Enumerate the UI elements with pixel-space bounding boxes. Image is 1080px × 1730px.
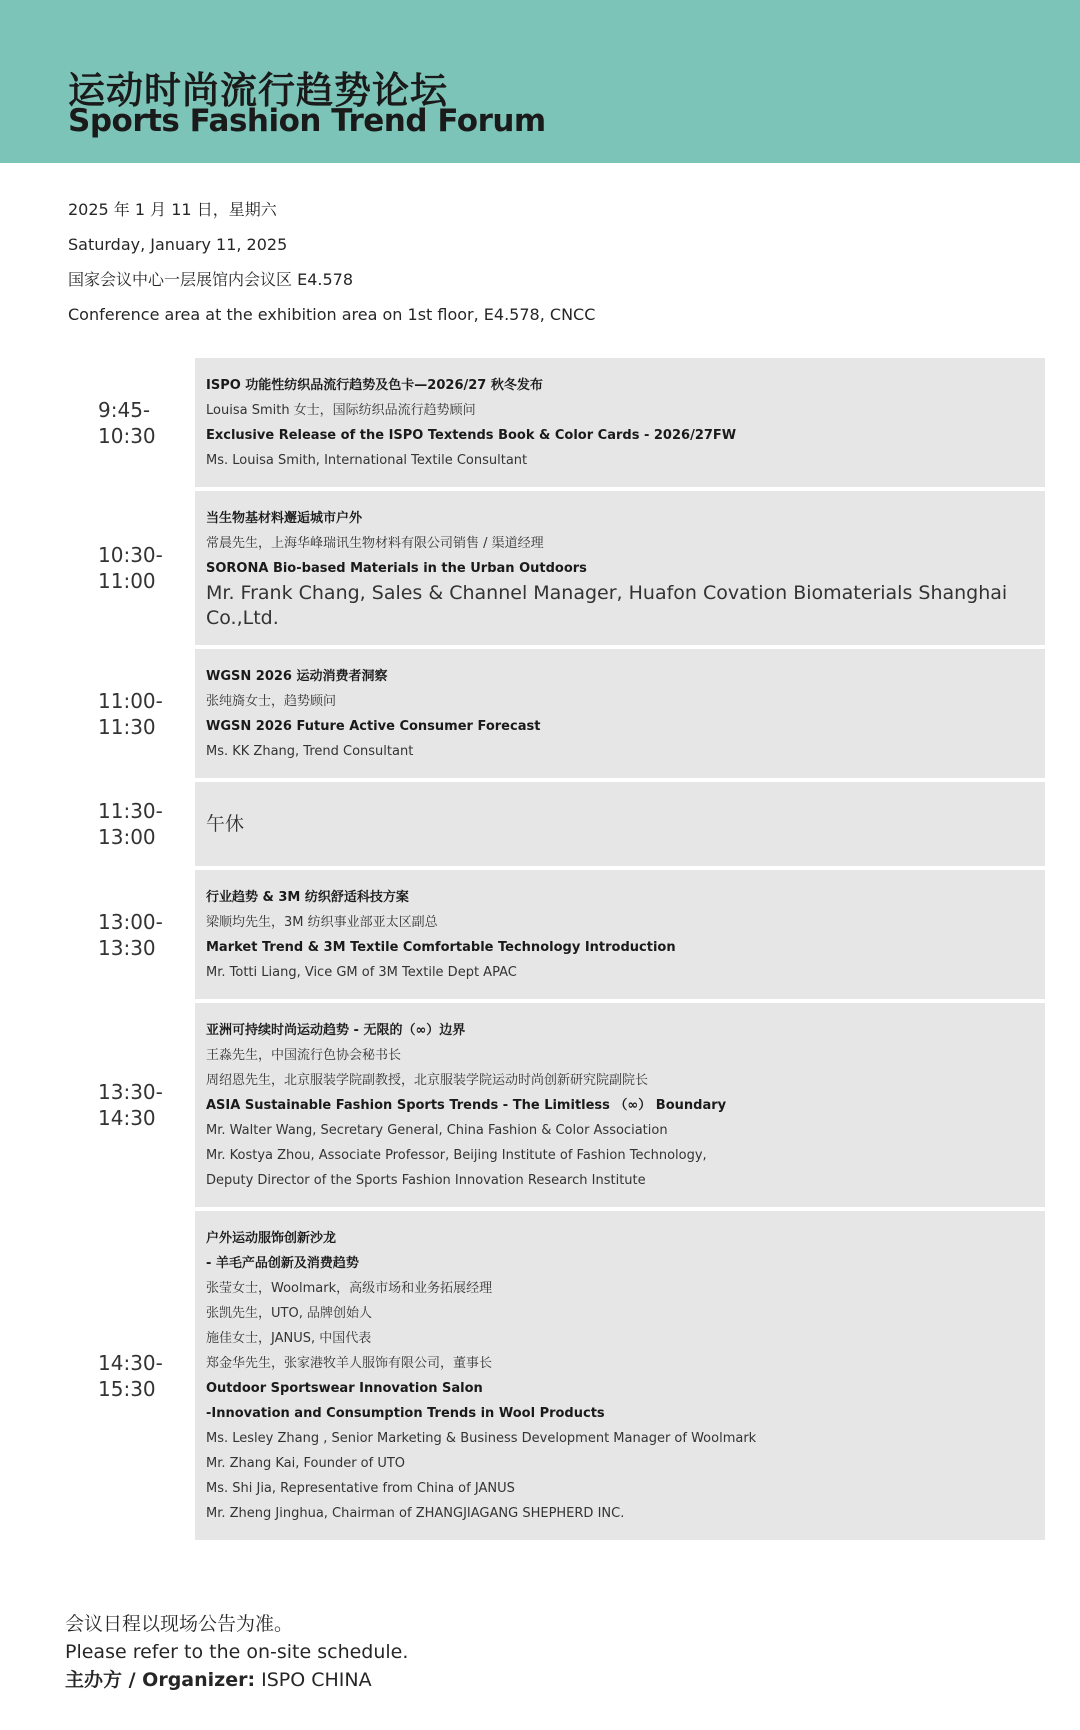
session-speaker: 张莹女士，Woolmark，高级市场和业务拓展经理 xyxy=(206,1281,493,1296)
session-card xyxy=(195,358,1045,487)
session-speaker: Deputy Director of the Sports Fashion Innovation Research Institute xyxy=(206,1173,646,1188)
session-speaker: 张纯旖女士，趋势顾问 xyxy=(206,694,337,709)
session-speaker: Ms. Louisa Smith, International Textile Consultant xyxy=(206,453,528,468)
session-title: Market Trend & 3M Textile Comfortable Technology Introduction xyxy=(206,940,676,955)
session-title: 亚洲可持续时尚运动趋势 - 无限的（∞）边界 xyxy=(206,1023,466,1038)
session-time-start: 14:30- xyxy=(98,1350,163,1375)
session-title: Outdoor Sportswear Innovation Salon xyxy=(206,1381,483,1396)
schedule-note-cn: 会议日程以现场公告为准。 xyxy=(65,1613,294,1635)
session-time-start: 11:30- xyxy=(98,799,163,823)
agenda-row xyxy=(0,358,1080,487)
agenda-row xyxy=(0,491,1080,645)
session-speaker: Mr. Zheng Jinghua, Chairman of ZHANGJIAGANG SHEPHERD INC. xyxy=(206,1506,625,1521)
session-title: WGSN 2026 Future Active Consumer Forecast xyxy=(206,719,541,734)
session-speaker: 施佳女士，JANUS, 中国代表 xyxy=(206,1331,372,1346)
session-title: ASIA Sustainable Fashion Sports Trends - The Limitless （∞） Boundary xyxy=(206,1098,727,1113)
footer xyxy=(65,1610,408,1694)
event-info xyxy=(68,192,1048,332)
event-date-en: Saturday, January 11, 2025 xyxy=(68,235,288,254)
event-date-cn: 2025 年 1 月 11 日，星期六 xyxy=(68,200,277,219)
session-card xyxy=(195,649,1045,778)
session-time xyxy=(98,542,188,594)
session-title: ISPO 功能性纺织品流行趋势及色卡—2026/27 秋冬发布 xyxy=(206,378,543,393)
session-speaker: Louisa Smith 女士，国际纺织品流行趋势顾问 xyxy=(206,403,476,418)
session-title: 行业趋势 & 3M 纺织舒适科技方案 xyxy=(206,890,409,905)
agenda-row xyxy=(0,782,1080,866)
session-time-start: 13:00- xyxy=(98,909,163,934)
session-time xyxy=(98,909,188,961)
agenda-row xyxy=(0,1211,1080,1540)
agenda-row xyxy=(0,870,1080,999)
header-banner xyxy=(0,0,1080,163)
session-speaker: 周绍恩先生，北京服装学院副教授，北京服装学院运动时尚创新研究院副院长 xyxy=(206,1073,649,1088)
organizer-label: 主办方 / Organizer: xyxy=(65,1669,256,1691)
session-speaker: 郑金华先生，张家港牧羊人服饰有限公司，董事长 xyxy=(206,1356,493,1371)
session-time xyxy=(98,798,188,850)
session-time xyxy=(98,1079,188,1131)
page-title-en: Sports Fashion Trend Forum xyxy=(68,103,546,139)
page-title-cn: 运动时尚流行趋势论坛 xyxy=(68,69,448,112)
session-speaker: Ms. Shi Jia, Representative from China of JANUS xyxy=(206,1481,515,1496)
session-speaker: 王淼先生，中国流行色协会秘书长 xyxy=(206,1048,402,1063)
session-time xyxy=(98,397,188,449)
session-speaker: Mr. Kostya Zhou, Associate Professor, Beijing Institute of Fashion Technology, xyxy=(206,1148,707,1163)
session-speaker: Mr. Zhang Kai, Founder of UTO xyxy=(206,1456,406,1471)
agenda-row xyxy=(0,1003,1080,1207)
session-speaker: 常晨先生，上海华峰瑞讯生物材料有限公司销售 / 渠道经理 xyxy=(206,536,544,551)
session-time-start: 11:00- xyxy=(98,688,163,713)
schedule-note-en: Please refer to the on-site schedule. xyxy=(65,1641,409,1663)
session-speaker: Mr. Frank Chang, Sales & Channel Manager, Huafon Covation Biomaterials Shanghai Co.,Ltd. xyxy=(206,582,1008,629)
session-card xyxy=(195,1211,1045,1540)
session-speaker: Mr. Walter Wang, Secretary General, China Fashion & Color Association xyxy=(206,1123,668,1138)
session-speaker: 张凯先生，UTO, 品牌创始人 xyxy=(206,1306,372,1321)
session-speaker: 午休 xyxy=(206,812,245,835)
session-card xyxy=(195,782,1045,866)
session-time-start: 9:45- xyxy=(98,397,151,422)
session-time-end: 11:00 xyxy=(98,569,156,593)
organizer-line xyxy=(65,1666,408,1694)
session-time xyxy=(98,688,188,740)
session-speaker: Ms. KK Zhang, Trend Consultant xyxy=(206,744,414,759)
session-title: 户外运动服饰创新沙龙 xyxy=(206,1231,337,1246)
agenda-row xyxy=(0,649,1080,778)
session-speaker: Ms. Lesley Zhang , Senior Marketing & Business Development Manager of Woolmark xyxy=(206,1431,757,1446)
agenda-list xyxy=(0,358,1080,1544)
session-card xyxy=(195,491,1045,645)
session-time-end: 13:30 xyxy=(98,935,156,960)
session-time-end: 11:30 xyxy=(98,714,156,739)
session-time-end: 15:30 xyxy=(98,1376,156,1401)
session-card xyxy=(195,870,1045,999)
session-time-start: 13:30- xyxy=(98,1080,163,1104)
session-title: -Innovation and Consumption Trends in Wool Products xyxy=(206,1406,605,1421)
event-venue-cn: 国家会议中心一层展馆内会议区 E4.578 xyxy=(68,270,354,289)
session-time-start: 10:30- xyxy=(98,543,163,567)
session-title: 当生物基材料邂逅城市户外 xyxy=(206,511,363,526)
session-time-end: 10:30 xyxy=(98,423,156,448)
session-time-end: 13:00 xyxy=(98,825,156,849)
session-time xyxy=(98,1350,188,1402)
session-title: Exclusive Release of the ISPO Textends Book & Color Cards - 2026/27FW xyxy=(206,428,737,443)
session-card xyxy=(195,1003,1045,1207)
session-title: WGSN 2026 运动消费者洞察 xyxy=(206,669,388,684)
organizer-name: ISPO CHINA xyxy=(261,1669,372,1691)
session-title: SORONA Bio-based Materials in the Urban Outdoors xyxy=(206,561,587,576)
event-venue-en: Conference area at the exhibition area on 1st floor, E4.578, CNCC xyxy=(68,305,596,324)
session-speaker: Mr. Totti Liang, Vice GM of 3M Textile Dept APAC xyxy=(206,965,517,980)
session-speaker: 梁顺均先生，3M 纺织事业部亚太区副总 xyxy=(206,915,438,930)
session-title: - 羊毛产品创新及消费趋势 xyxy=(206,1256,359,1271)
session-time-end: 14:30 xyxy=(98,1106,156,1130)
